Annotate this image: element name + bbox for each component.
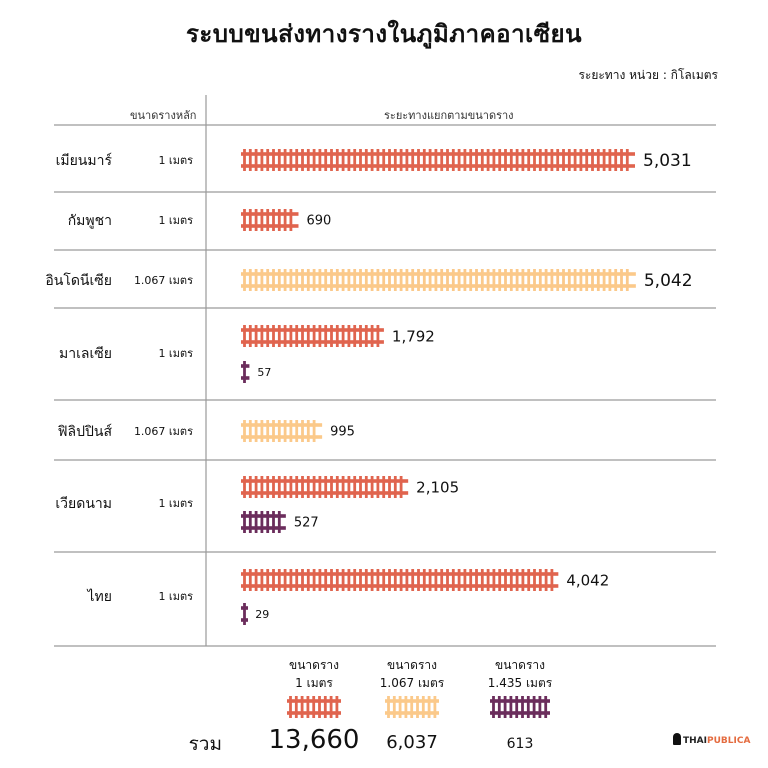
main-gauge-label: 1 เมตร bbox=[158, 154, 193, 167]
bar-1.067 เมตร bbox=[241, 420, 322, 442]
legend-label-line1: ขนาดราง bbox=[495, 658, 545, 672]
legend-swatch bbox=[385, 696, 439, 718]
legend-swatch bbox=[490, 696, 550, 718]
data-label: 29 bbox=[255, 607, 270, 621]
legend-label-line2: 1 เมตร bbox=[295, 676, 333, 690]
legend-label-line2: 1.435 เมตร bbox=[487, 676, 553, 690]
total-value: 13,660 bbox=[268, 725, 360, 755]
country-label: ฟิลิปปินส์ bbox=[57, 424, 112, 440]
bar-1.435 เมตร bbox=[241, 361, 249, 383]
data-label: 4,042 bbox=[566, 571, 610, 590]
bar-1.435 เมตร bbox=[241, 603, 248, 625]
country-label: กัมพูชา bbox=[67, 213, 112, 229]
unit-note: ระยะทาง หน่วย : กิโลเมตร bbox=[578, 68, 718, 82]
data-label: 527 bbox=[293, 515, 319, 531]
data-label: 690 bbox=[306, 213, 332, 229]
chart-title: ระบบขนส่งทางรางในภูมิภาคอาเซียน bbox=[186, 20, 582, 48]
bar-1 เมตร bbox=[241, 325, 384, 347]
country-label: เมียนมาร์ bbox=[55, 153, 112, 169]
main-gauge-label: 1 เมตร bbox=[158, 347, 193, 360]
bar-1.067 เมตร bbox=[241, 269, 636, 291]
data-label: 5,031 bbox=[643, 151, 692, 172]
bar-1.435 เมตร bbox=[241, 511, 286, 533]
totals-label: รวม bbox=[188, 733, 222, 755]
bar-1 เมตร bbox=[241, 149, 635, 171]
data-label: 1,792 bbox=[391, 327, 435, 346]
main-gauge-label: 1.067 เมตร bbox=[133, 274, 193, 287]
legend-label-line1: ขนาดราง bbox=[289, 658, 339, 672]
total-value: 613 bbox=[506, 736, 534, 752]
total-value: 6,037 bbox=[386, 732, 438, 753]
data-label: 995 bbox=[330, 424, 355, 440]
bar-1 เมตร bbox=[241, 209, 298, 231]
country-label: มาเลเซีย bbox=[59, 346, 112, 362]
legend-label-line1: ขนาดราง bbox=[387, 658, 437, 672]
col-header-distance: ระยะทางแยกตามขนาดราง bbox=[384, 109, 514, 122]
bar-1 เมตร bbox=[241, 476, 408, 498]
legend-swatch bbox=[287, 696, 341, 718]
country-label: ไทย bbox=[87, 589, 112, 605]
main-gauge-label: 1 เมตร bbox=[158, 497, 193, 510]
main-gauge-label: 1 เมตร bbox=[158, 214, 193, 227]
thaipublica-logo: THAIPUBLICA bbox=[673, 733, 750, 746]
legend-label-line2: 1.067 เมตร bbox=[379, 676, 445, 690]
data-label: 5,042 bbox=[643, 271, 693, 292]
col-header-main-gauge: ขนาดรางหลัก bbox=[130, 109, 197, 122]
main-gauge-label: 1.067 เมตร bbox=[133, 425, 193, 438]
bar-1 เมตร bbox=[241, 569, 558, 591]
main-gauge-label: 1 เมตร bbox=[158, 590, 193, 603]
country-label: อินโดนีเซีย bbox=[45, 273, 112, 289]
data-label: 57 bbox=[257, 365, 272, 379]
country-label: เวียดนาม bbox=[55, 496, 112, 512]
data-label: 2,105 bbox=[416, 478, 460, 497]
